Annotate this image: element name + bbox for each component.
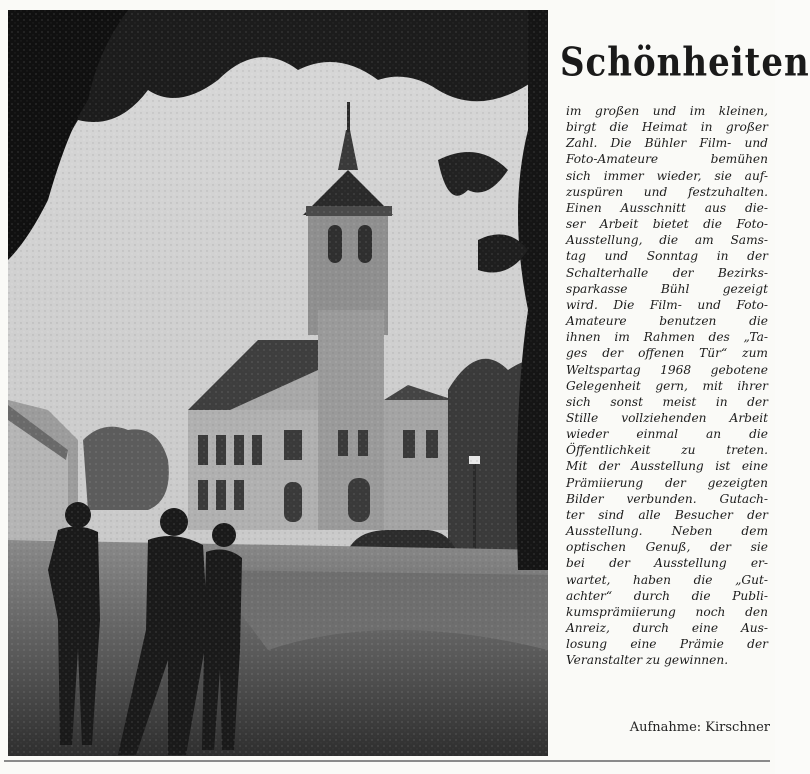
article-line: Einen Ausschnitt aus die- (566, 200, 768, 215)
article-line: optischen Genuß, der sie (566, 540, 768, 555)
article-line: Schalterhalle der Bezirks- (566, 265, 768, 280)
town-hall-photo (8, 10, 548, 756)
article-line: ges der offenen Tür“ zum (566, 346, 768, 361)
article-line: Öffentlichkeit zu treten. (566, 443, 768, 458)
article-line: Ausstellung, die am Sams- (566, 233, 768, 248)
article-line: sparkasse Bühl gezeigt (566, 281, 768, 296)
article-line: birgt die Heimat in großer (566, 120, 768, 135)
article-line: zuspüren und festzuhalten. (566, 184, 768, 199)
article-line: sich sonst meist in der (566, 394, 768, 409)
article-line: wird. Die Film- und Foto- (566, 297, 768, 312)
article-line: kumsprämiierung noch den (566, 604, 768, 619)
article-line: losung eine Prämie der (566, 637, 768, 652)
photo-illustration (8, 10, 548, 756)
article-line: ter sind alle Besucher der (566, 507, 768, 522)
article-line: tag und Sonntag in der (566, 249, 768, 264)
article-line: Prämiierung der gezeigten (566, 475, 768, 490)
article-line: Stille vollziehenden Arbeit (566, 410, 768, 425)
article-line: Foto-Amateure bemühen (566, 152, 768, 167)
article-line: achter“ durch die Publi- (566, 588, 768, 603)
article-line: Veranstalter zu gewinnen. (566, 653, 729, 668)
article-line: Mit der Ausstellung ist eine (566, 459, 768, 474)
article-line: im großen und im kleinen, (566, 104, 768, 118)
article-line: ihnen im Rahmen des „Ta- (566, 330, 768, 345)
article-line: sich immer wieder, sie auf- (566, 168, 768, 183)
article-line: Gelegenheit gern, mit ihrer (566, 378, 768, 393)
article-line: Weltspartag 1968 gebotene (566, 362, 768, 377)
article-line: Ausstellung. Neben dem (566, 524, 768, 539)
article-line: ser Arbeit bietet die Foto- (566, 217, 768, 232)
photo-credit: Aufnahme: Kirschner (629, 720, 770, 735)
article-body (566, 103, 768, 668)
article-line: wartet, haben die „Gut- (566, 572, 768, 587)
article-line: Bilder verbunden. Gutach- (566, 491, 768, 506)
article-line: Amateure benutzen die (566, 314, 768, 329)
article-line: Zahl. Die Bühler Film- und (566, 136, 768, 151)
article-line: bei der Ausstellung er- (566, 556, 768, 571)
article-line: Anreiz, durch eine Aus- (566, 621, 768, 635)
bottom-rule (4, 760, 770, 762)
article-line: wieder einmal an die (566, 427, 768, 442)
article-headline: Schönheiten (560, 40, 810, 86)
